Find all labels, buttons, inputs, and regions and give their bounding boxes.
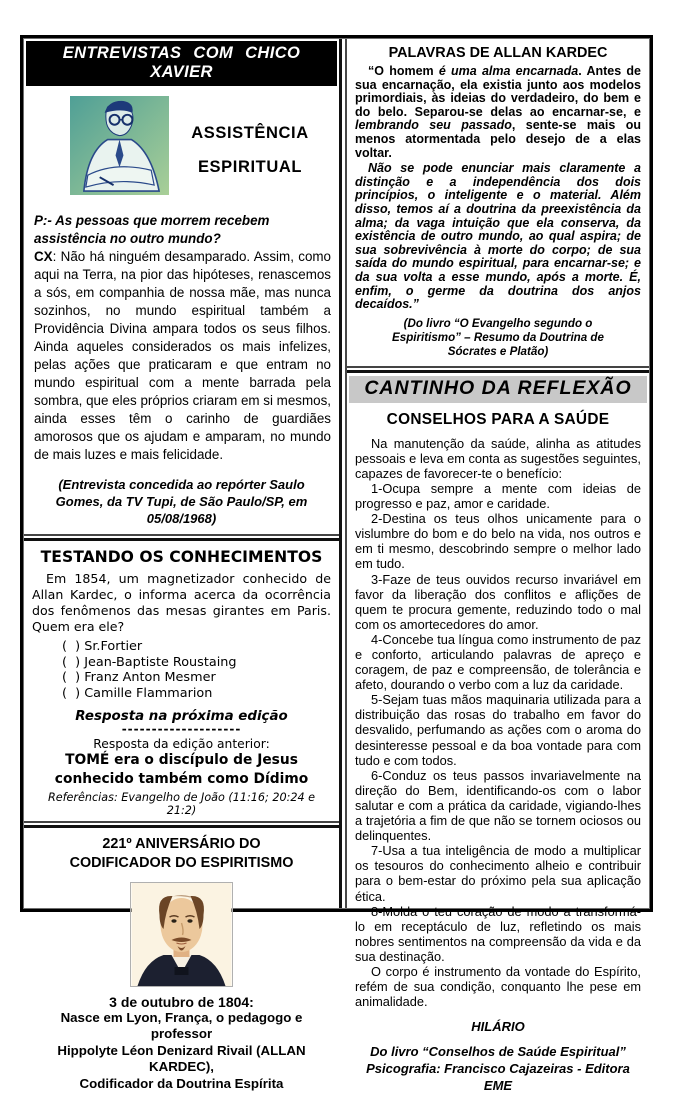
reflection-paragraph: 3-Faze de teus ouvidos recurso invariável em favor da liberação dos conflitos e aflições de quem te procura gemente, reduzindo todo o mal com os amortecedores do amor.: [355, 571, 641, 632]
reflection-book-credit: [355, 1043, 641, 1094]
right-column: [347, 39, 649, 1094]
reflection-paragraph: Na manutenção da saúde, alinha as atitudes pessoais e leva em conta as sugestões seguintes, capazes de favorecer-te o benefício:: [355, 435, 641, 481]
anniversary-section: [24, 828, 339, 1093]
checkbox-icon[interactable]: ( ): [62, 686, 85, 702]
interview-credit: (Entrevista concedida ao repórter Saulo Gomes, da TV Tupi, de São Paulo/SP, em 05/08/1968): [55, 477, 308, 526]
reflection-title: CONSELHOS PARA A SAÚDE: [386, 410, 610, 428]
allan-kardec-portrait-svg: [131, 883, 232, 986]
checkbox-icon[interactable]: ( ): [62, 654, 85, 670]
checkbox-icon[interactable]: ( ): [62, 639, 85, 654]
quiz-references: Referências: Evangelho de João (11:16; 20:24 e 21:2): [47, 790, 316, 817]
page-frame-inner: [23, 38, 650, 1094]
kardec-quote-paragraph2: Não se pode enunciar mais claramente a distinção e a independência dos dois princípios, o inteligente e o material. Além disso, temos aí a doutrina da preexistência da alma; da vaga intuição que ela conserva, da existência de outro mundo, ao qual aspira; de sua sobrevivência à morte do corpo; de sua saída do mundo espiritual, para encarnar-se; e da sua volta a esse mundo, após a morte. É, enfim, o germe da doutrina dos anjos decaídos.”: [355, 161, 641, 312]
quiz-option-label: Jean-Baptiste Roustaing: [84, 654, 237, 670]
quiz-intro: Em 1854, um magnetizador conhecido de Allan Kardec, o informa acerca da ocorrência dos fenômenos das mesas girantes em Paris. Quem era ele?: [32, 571, 331, 634]
reflection-paragraph: 4-Concebe tua língua como instrumento de paz e conforto, articulando palavras de apreço e coragem, de paz e compreensão, de tolerância e afeto, dourando o verbo com a luz da caridade.: [355, 631, 641, 693]
vertical-column-divider: [339, 39, 347, 908]
quiz-option[interactable]: [62, 639, 331, 655]
reflection-paragraph: 2-Destina os teus olhos unicamente para o vislumbre do bom e do belo na vida, nos outros e em ti mesmo, descobrindo sempre o melhor lado em tudo.: [355, 511, 641, 572]
kardec-words-section: [347, 39, 649, 366]
reflection-paragraph: 6-Conduz os teus passos invariavelmente na direção do Bem, identificando-os com o labor salutar e com a prática da caridade, vigiando-lhes a trajetória a fim de que não se tornem ociosos ou delinquentes.: [355, 767, 641, 844]
quiz-option[interactable]: [62, 655, 331, 671]
reflection-book-line1: Do livro “Conselhos de Saúde Espiritual”: [370, 1044, 626, 1060]
reflection-book-line2: Psicografia: Francisco Cajazeiras - Editora EME: [366, 1061, 630, 1094]
article-title-line1: ASSISTÊNCIA: [191, 124, 309, 142]
kardec-words-title: PALAVRAS DE ALLAN KARDEC: [388, 45, 608, 61]
quiz-next-answer-note: Resposta na próxima edição: [75, 708, 288, 724]
kardec-quote: [355, 65, 641, 312]
reflection-section: [347, 406, 649, 1094]
interview-question: P:- As pessoas que morrem recebem assistência no outro mundo?: [34, 213, 270, 246]
chico-xavier-illustration: [70, 96, 169, 195]
left-column: [24, 39, 339, 1091]
dashes-separator: --------------------: [121, 721, 242, 736]
checkbox-icon[interactable]: ( ): [62, 670, 85, 686]
interview-header-row: [70, 96, 331, 195]
horizontal-divider: [24, 534, 339, 541]
anniversary-text-line2: Hippolyte Léon Denizard Rivail (ALLAN KARDEC),: [57, 1042, 306, 1075]
reflection-paragraph: 8-Molda o teu coração de modo a transformá-lo em receptáculo de luz, refletindo os mais nobres sentimentos na compreensão da vida e da sua destinação.: [355, 903, 641, 964]
section-header-entrevistas: ENTREVISTAS COM CHICO XAVIER: [26, 41, 337, 86]
reflection-banner: CANTINHO DA REFLEXÃO: [349, 376, 647, 403]
quiz-option[interactable]: [62, 686, 331, 702]
anniversary-title-line1: 221º ANIVERSÁRIO DO: [102, 835, 261, 852]
anniversary-text-line1: Nasce em Lyon, França, o pedagogo e professor: [60, 1009, 303, 1042]
quiz-option-label: Camille Flammarion: [84, 686, 213, 702]
article-title: [169, 122, 331, 195]
quiz-previous-answer: TOMÉ era o discípulo de Jesus conhecido também como Dídimo: [54, 751, 309, 787]
reflection-paragraph: O corpo é instrumento da vontade do Espírito, refém de sua condição, conquanto lhe pese em animalidade.: [355, 963, 641, 1010]
anniversary-title: [32, 835, 331, 873]
quiz-option[interactable]: [62, 670, 331, 686]
chico-xavier-illustration-svg: [70, 96, 169, 195]
article-title-line2: ESPIRITUAL: [197, 158, 303, 176]
reflection-paragraph: 7-Usa a tua inteligência de modo a multiplicar os tesouros do conhecimento alheio e contribuir para o bem-estar do próximo pela sua aplicação ética.: [355, 843, 641, 904]
anniversary-title-line2: CODIFICADOR DO ESPIRITISMO: [69, 854, 294, 871]
interview-section: [24, 88, 339, 534]
reflection-paragraph: 1-Ocupa sempre a mente com ideias de progresso e paz, amor e caridade.: [355, 480, 641, 512]
horizontal-divider: [347, 366, 649, 373]
page-frame: [20, 35, 653, 1094]
kardec-quote-source: (Do livro “O Evangelho segundo o Espiritismo” – Resumo da Doutrina de Sócrates e Platão): [392, 316, 604, 358]
anniversary-date: 3 de outubro de 1804:: [109, 993, 254, 1010]
kardec-quote-paragraph1: “O homem é uma alma encarnada. Antes de sua encarnação, ela existia junto aos modelos primordiais, às ideias do verdadeiro, do bem e do belo. Separou-se delas ao encarnar-se, e lembrando seu passado, sente-se mais ou menos atormentada pelo desejo de a elas voltar.: [355, 64, 641, 160]
allan-kardec-portrait: [130, 882, 233, 987]
reflection-body: [355, 436, 641, 1010]
quiz-option-label: Franz Anton Mesmer: [84, 670, 216, 686]
quiz-section: [24, 541, 339, 821]
anniversary-text-line3: Codificador da Doutrina Espírita: [79, 1075, 284, 1091]
quiz-title: TESTANDO OS CONHECIMENTOS: [40, 548, 323, 566]
interview-answer: CX: Não há ninguém desamparado. Assim, como aqui na Terra, na pior das hipóteses, renascemos a sós, em companhia de nossa mãe, mas nunca sozinhos, no mundo espiritual também a Providência Divina ampara todos os seus filhos. Ainda aqueles considerados os mais infelizes, pelas ações que praticaram e que entram no mundo espiritual com a mente barrada pela sombra, que eles próprios criaram em si mesmos, ainda esses têm o carinho de guardiães amorosos que os ajudam e amparam, no mundo de mais luzes e mais felicidade.: [34, 249, 331, 462]
reflection-paragraph: 5-Sejam tuas mãos maquinaria utilizada para a distribuição das rosas do trabalho em favor do desvalido, perfumando as ações com o aroma do desinteresse pessoal e da boa vontade para com tudo e com todos.: [355, 692, 641, 768]
quiz-option-label: Sr.Fortier: [84, 639, 143, 654]
quiz-previous-answer-label: Resposta da edição anterior:: [93, 736, 270, 751]
reflection-author: HILÁRIO: [471, 1019, 525, 1035]
horizontal-divider: [24, 821, 339, 828]
quiz-options-list: [62, 639, 331, 702]
